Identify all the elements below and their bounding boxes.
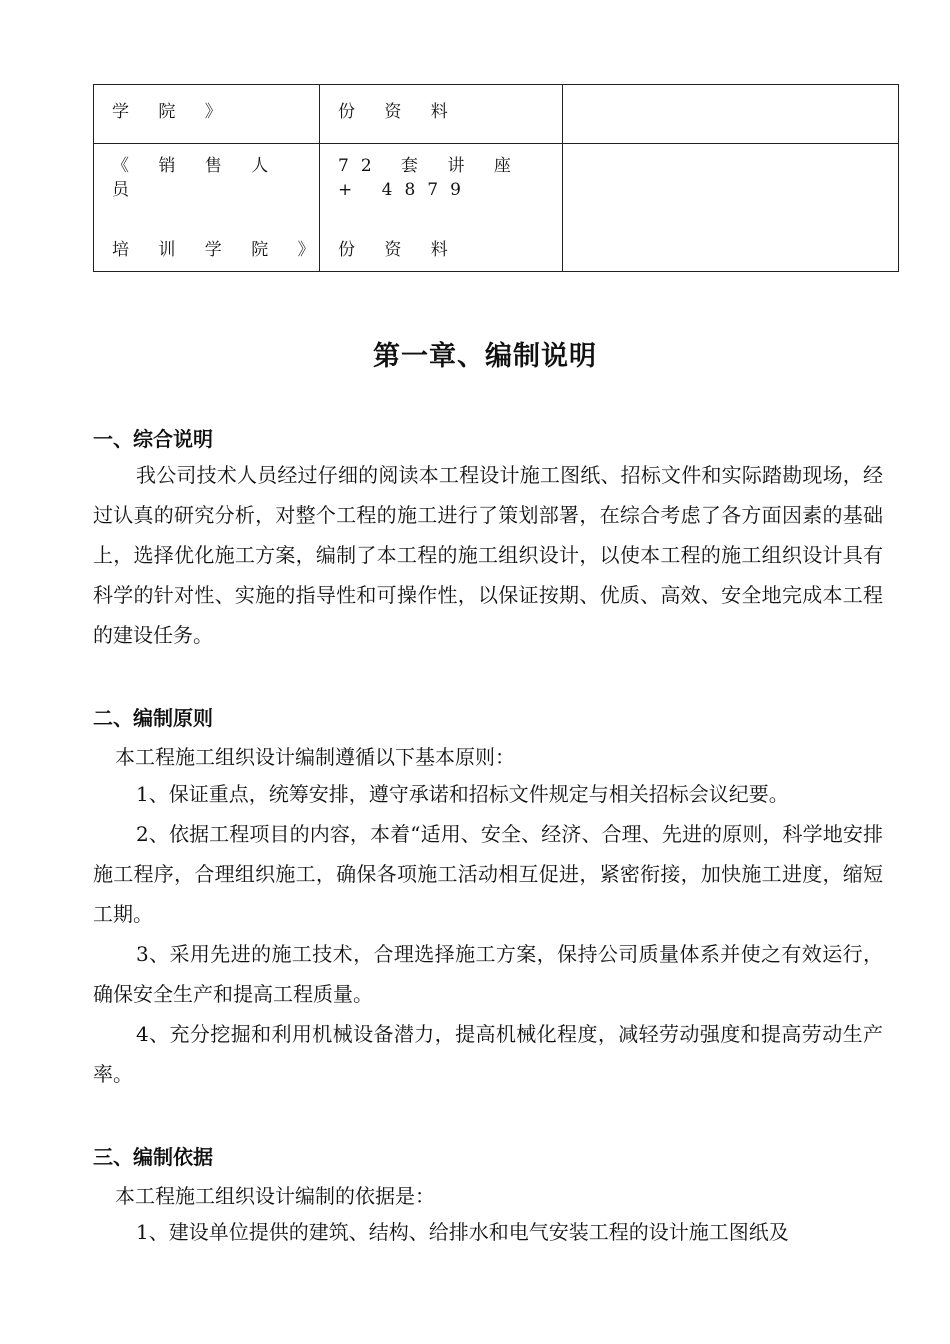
section-2-item: 3、采用先进的施工技术，合理选择施工方案，保持公司质量体系并使之有效运行，确保安全生产和提高工程质量。 — [93, 942, 883, 1006]
chapter-title: 第一章、编制说明 — [373, 341, 597, 372]
table-cell — [94, 144, 327, 272]
section-heading-1: 一、综合说明 — [93, 427, 213, 451]
section-heading-2: 二、编制原则 — [93, 706, 213, 730]
section-2-item: 4、充分挖掘和利用机械设备潜力，提高机械化程度，减轻劳动强度和提高劳动生产率。 — [93, 1022, 883, 1086]
section-3-item: 1、建设单位提供的建筑、结构、给排水和电气安装工程的设计施工图纸及 — [136, 1220, 789, 1244]
cell-text: 学 院 》 — [112, 102, 234, 122]
section-2-item: 1、保证重点，统筹安排，遵守承诺和招标文件规定与相关招标会议纪要。 — [136, 782, 789, 806]
section-2-intro: 本工程施工组织设计编制遵循以下基本原则： — [115, 745, 515, 769]
table-row — [94, 85, 899, 144]
section-heading-3: 三、编制依据 — [93, 1145, 213, 1169]
cell-text: 培 训 学 院 》 — [112, 240, 327, 260]
table-cell — [563, 144, 899, 272]
table-cell — [94, 85, 320, 144]
table-cell — [320, 144, 563, 272]
table-cell — [563, 85, 899, 144]
cell-text: 《 销 售 人 员 — [112, 156, 281, 200]
table-row — [94, 144, 899, 272]
table-cell — [320, 85, 563, 144]
section-2-item: 2、依据工程项目的内容，本着“适用、安全、经济、合理、先进的原则，科学地安排施工程序，合理组织施工，确保各项施工活动相互促进，紧密衔接，加快施工进度，缩短工期。 — [93, 822, 883, 926]
section-3-intro: 本工程施工组织设计编制的依据是： — [115, 1184, 435, 1208]
section-1-paragraph: 我公司技术人员经过仔细的阅读本工程设计施工图纸、招标文件和实际踏勘现场，经过认真的研究分析，对整个工程的施工进行了策划部署，在综合考虑了各方面因素的基础上，选择优化施工方案，编制了本工程的施工组织设计，以使本工程的施工组织设计具有科学的针对性、实施的指导性和可操作性，以保证按期、优质、高效、安全地完成本工程的建设任务。 — [93, 463, 883, 647]
cell-text: 72 套 讲 座 + 4879 — [338, 156, 523, 200]
resource-table — [93, 84, 899, 272]
cell-text: 份 资 料 — [338, 240, 460, 260]
cell-text: 份 资 料 — [338, 102, 460, 122]
